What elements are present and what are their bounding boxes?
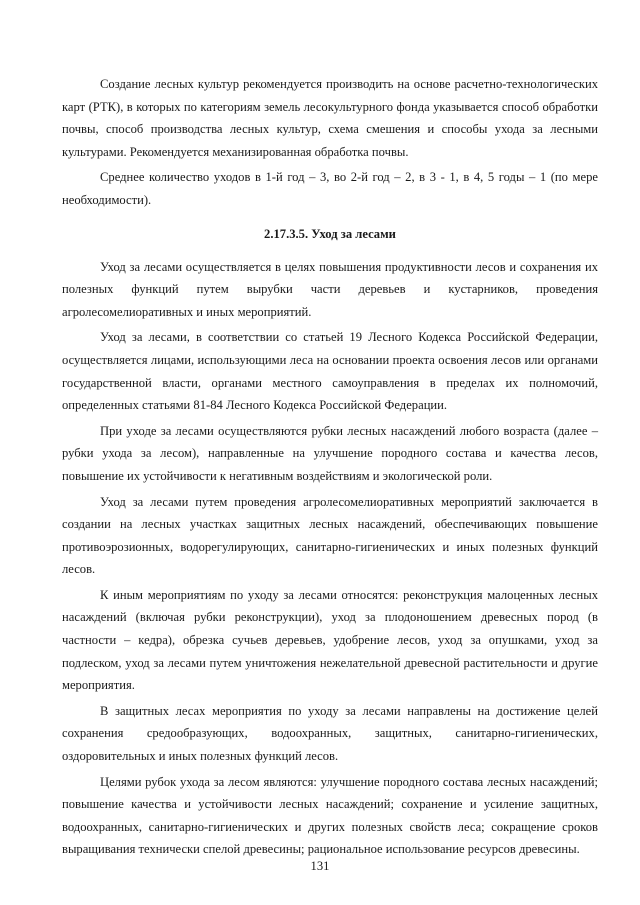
paragraph-agroforestry: Уход за лесами путем проведения агролесомелиоративных мероприятий заключается в создании на лесных участках защитных лесных насаждений, обеспечивающих повышение противоэрозионных, водорегулирующих, санитарно-гигиенических и иных полезных функций лесов. bbox=[62, 494, 598, 577]
paragraph-forest-care-purpose: Уход за лесами осуществляется в целях повышения продуктивности лесов и сохранения их полезных функций путем вырубки части деревьев и кустарников, проведения агролесомелиоративных и иных мероприятий. bbox=[62, 259, 598, 319]
section-heading: 2.17.3.5. Уход за лесами bbox=[264, 226, 396, 241]
paragraph-other-measures: К иным мероприятиям по уходу за лесами относятся: реконструкция малоценных лесных насаждений (включая рубки реконструкции), уход за плодоношением древесных пород (в частности – кедра), обрезка сучьев деревьев, удобрение лесов, уход за опушками, уход за подлеском, уход за лесами путем уничтожения нежелательной древесной растительности и другие мероприятия. bbox=[62, 587, 598, 693]
paragraph-care-count: Среднее количество уходов в 1-й год – 3, во 2-й год – 2, в 3 - 1, в 4, 5 годы – 1 (по мере необходимости). bbox=[62, 170, 598, 207]
paragraph-felling-goals: Целями рубок ухода за лесом являются: улучшение породного состава лесных насаждений; повышение качества и устойчивости лесных насаждений; сохранение и усиление защитных, водоохранных, санитарно-гигиенических и других полезных свойств леса; сокращение сроков выращивания технически спелой древесины; рациональное использование ресурсов древесины. bbox=[62, 774, 598, 857]
paragraph-forest-code-article: Уход за лесами, в соответствии со статьей 19 Лесного Кодекса Российской Федерации, осуществляется лицами, использующими леса на основании проекта освоения лесов или органами государственной власти, органами местного самоуправления в пределах их полномочий, определенных статьями 81-84 Лесного Кодекса Российской Федерации. bbox=[62, 330, 598, 413]
paragraph-protective-forests: В защитных лесах мероприятия по уходу за лесами направлены на достижение целей сохранения средообразующих, водоохранных, защитных, санитарно-гигиенических, оздоровительных и иных полезных функций лесов. bbox=[62, 703, 598, 764]
paragraph-forest-cultures-creation: Создание лесных культур рекомендуется производить на основе расчетно-технологических карт (РТК), в которых по категориям земель лесокультурного фонда указывается способ обработки почвы, способ производства лесных культур, схема смешения и способы ухода за лесными культурами. Рекомендуется механизированная обработка почвы. bbox=[62, 77, 598, 159]
page-number: 131 bbox=[310, 859, 330, 873]
paragraph-care-felling: При уходе за лесами осуществляются рубки лесных насаждений любого возраста (далее – рубки ухода за лесом), направленные на улучшение породного состава и качества лесов, повышение их устойчивости к негативным воздействиям и экологической роли. bbox=[62, 423, 598, 483]
